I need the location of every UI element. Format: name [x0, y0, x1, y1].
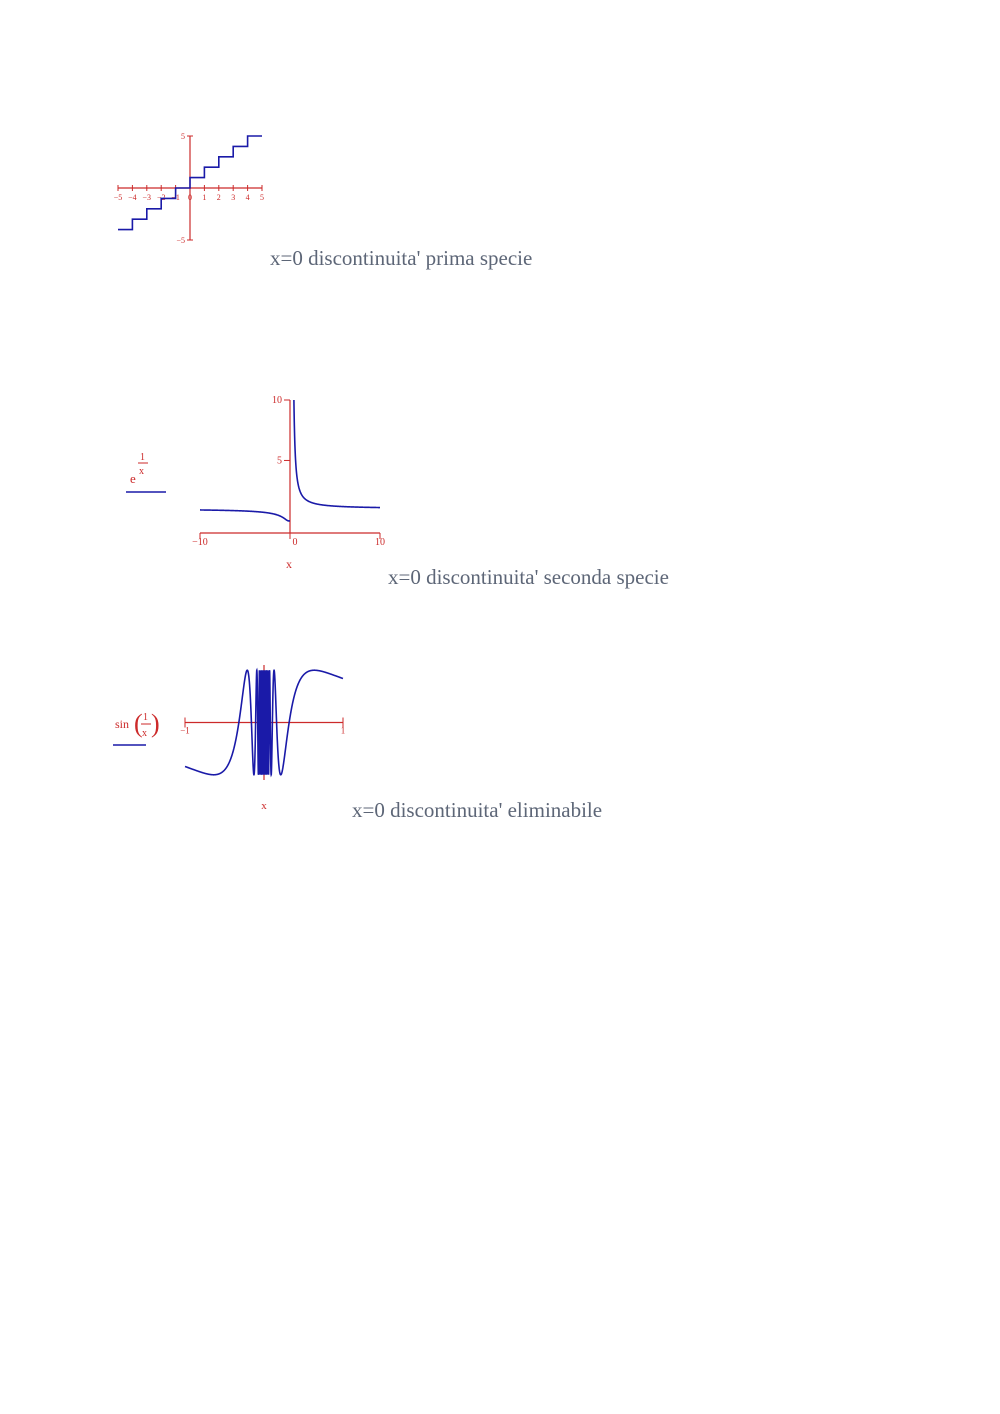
x-axis-label: x [261, 800, 267, 812]
x-tick-label: 0 [188, 193, 192, 202]
x-tick-label: 4 [245, 193, 250, 202]
x-tick-label: 1 [202, 193, 207, 202]
function-label-num: 1 [143, 712, 148, 723]
x-tick-label: −4 [128, 193, 137, 202]
y-tick-label: 10 [272, 395, 282, 406]
x-tick-label: 5 [260, 193, 264, 202]
x-tick-label: 3 [231, 193, 236, 202]
function-label-exp-num: 1 [140, 452, 145, 463]
caption-seconda-specie: x=0 discontinuita' seconda specie [388, 565, 669, 589]
function-label-fn: sin [115, 717, 130, 731]
function-label-base: e [130, 471, 136, 486]
y-tick-label: 5 [181, 132, 185, 141]
x-tick-label: −5 [113, 193, 123, 202]
curve-left-branch [200, 510, 290, 521]
x-tick-label: −3 [142, 193, 152, 202]
x-tick-label: 10 [375, 537, 385, 548]
x-tick-label: −1 [180, 725, 190, 736]
step-function-plot [108, 126, 273, 251]
caption-eliminabile: x=0 discontinuita' eliminabile [352, 798, 603, 822]
x-tick-label: 0 [292, 537, 298, 548]
function-label-exp [122, 446, 172, 496]
svg-text:): ) [151, 709, 160, 738]
exp-reciprocal-plot [180, 390, 395, 575]
svg-text:(: ( [134, 709, 143, 738]
sin-curve-dense-core [262, 670, 267, 775]
curve-right-branch [294, 400, 380, 508]
y-tick-label: −5 [176, 236, 185, 245]
sin-reciprocal-plot [178, 660, 353, 815]
x-tick-label: 2 [216, 193, 221, 202]
x-tick-label: −10 [192, 537, 208, 548]
caption-prima-specie: x=0 discontinuita' prima specie [270, 246, 533, 270]
function-label-exp-den: x [139, 466, 144, 477]
x-tick-label: 1 [340, 725, 346, 736]
function-label-sin [110, 704, 166, 752]
x-tick-label: −2 [156, 193, 166, 202]
x-axis-label: x [286, 557, 292, 571]
y-tick-label: 5 [277, 455, 282, 467]
function-label-den: x [142, 728, 147, 739]
x-tick-label: −1 [171, 193, 180, 202]
